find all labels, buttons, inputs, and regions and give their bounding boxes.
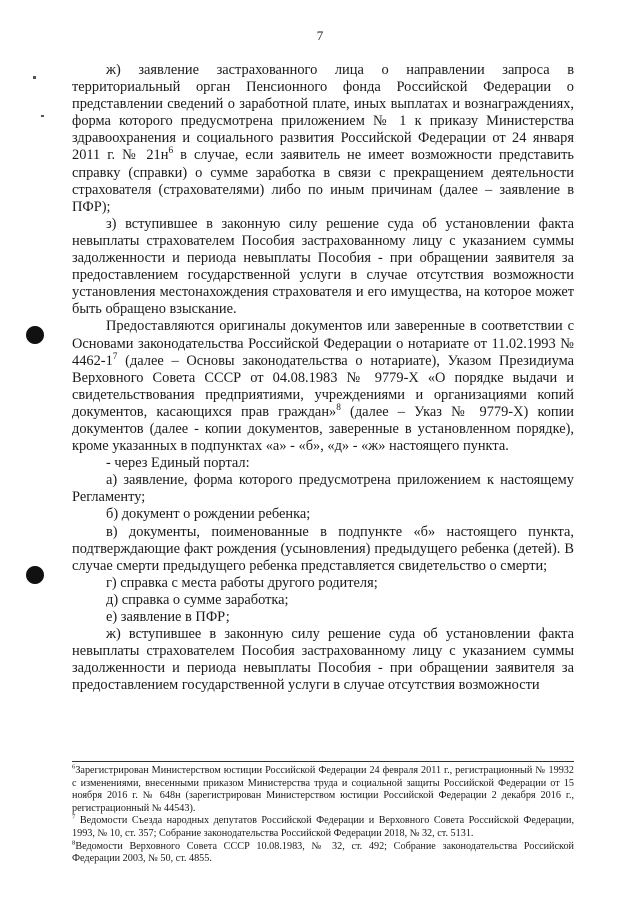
footnote: $^6$Зарегистрирован Министерством юстиции Российской Федерации 24 февраля 2011 г., регистрационный № 19932 с изменениями, внесенными приказом Министерства труда и социальной защиты Российской Федерации от 15 ноября 2016 г. № 648н (зарегистрирован Министерством юстиции Российской Федерации 2 декабря 2016 г., регистрационный № 44543). [72, 763, 574, 814]
paragraph: д) справка о сумме заработка; [106, 591, 289, 608]
scan-mark [41, 115, 44, 117]
paragraph: ж) заявление застрахованного лица о направлении запроса в территориальный орган Пенсионного фонда Российской Федерации о представлении сведений о заработной плате, иных выплатах и вознаграждениях, форма которого предусмотрена приложением № 1 к приказу Министерства здравоохранения и социального развития Российской Федерации от 24 января 2011 г. № $21н^6$ в случае, если заявитель не имеет возможности представить справку (справки) о сумме заработка в связи с прекращением деятельности страхователя (страхователями) либо по иным причинам (далее – заявление в ПФР); [72, 62, 574, 215]
binder-hole [26, 566, 44, 584]
paragraph: ж) вступившее в законную силу решение суда об установлении факта невыплаты страхователем Пособия застрахованному лицу с указанием суммы задолженности и периода невыплаты Пособия - при обращении заявителя за предоставлением государственной услуги в случае отсутствия возможности [72, 626, 574, 694]
page-number: 7 [316, 28, 324, 43]
binder-hole [26, 326, 44, 344]
paragraph: з) вступившее в законную силу решение суда об установлении факта невыплаты страхователем Пособия застрахованному лицу с указанием суммы задолженности и периода невыплаты Пособия - при обращении заявителя за предоставлением государственной услуги в случае отсутствия возможности установления местонахождения страхователя и его имущества, на которое может быть обращено взыскание. [72, 215, 574, 318]
paragraph: а) заявление, форма которого предусмотрена приложением к настоящему Регламенту; [72, 472, 574, 506]
paragraph: в) документы, поименованные в подпункте «б» настоящего пункта, подтверждающие факт рождения (усыновления) предыдущего ребенка (детей). В случае смерти предыдущего ребенка представляется свидетельство о смерти; [72, 523, 574, 574]
paragraph: - через Единый портал: [106, 455, 250, 472]
paragraph: е) заявление в ПФР; [106, 609, 230, 625]
paragraph: б) документ о рождении ребенка; [106, 506, 311, 523]
scan-mark [33, 76, 36, 79]
document-body [72, 62, 574, 694]
footnote: $^7$ Ведомости Съезда народных депутатов Российской Федерации и Верховного Совета Российской Федерации, 1993, № 10, ст. 357; Собрание законодательства Российской Федерации 2018, № 32, ст. 5131. [72, 813, 574, 839]
paragraph: г) справка с места работы другого родителя; [106, 574, 378, 591]
paragraph: Предоставляются оригиналы документов или заверенные в соответствии с Основами законодательства Российской Федерации о нотариате от 11.02.1993 № $4462-1^7$ (далее – Основы законодательства о нотариате), Указом Президиума Верховного Совета СССР от 04.08.1983 № 9779-Х «О порядке выдачи и свидетельствования предприятиями, учреждениями и организациями копий документов, касающихся прав граждан»$^8$ (далее – Указ № 9779-Х) копии документов (далее - копии документов, заверенные в установленном порядке), кроме указанных в подпунктах «а» - «б», «д» - «ж» настоящего пункта. [72, 318, 574, 455]
footnote: $^8$Ведомости Верховного Совета СССР 10.08.1983, № 32, ст. 492; Собрание законодательства Российской Федерации 2003, № 50, ст. 4855. [72, 839, 574, 865]
footnotes [72, 761, 574, 866]
